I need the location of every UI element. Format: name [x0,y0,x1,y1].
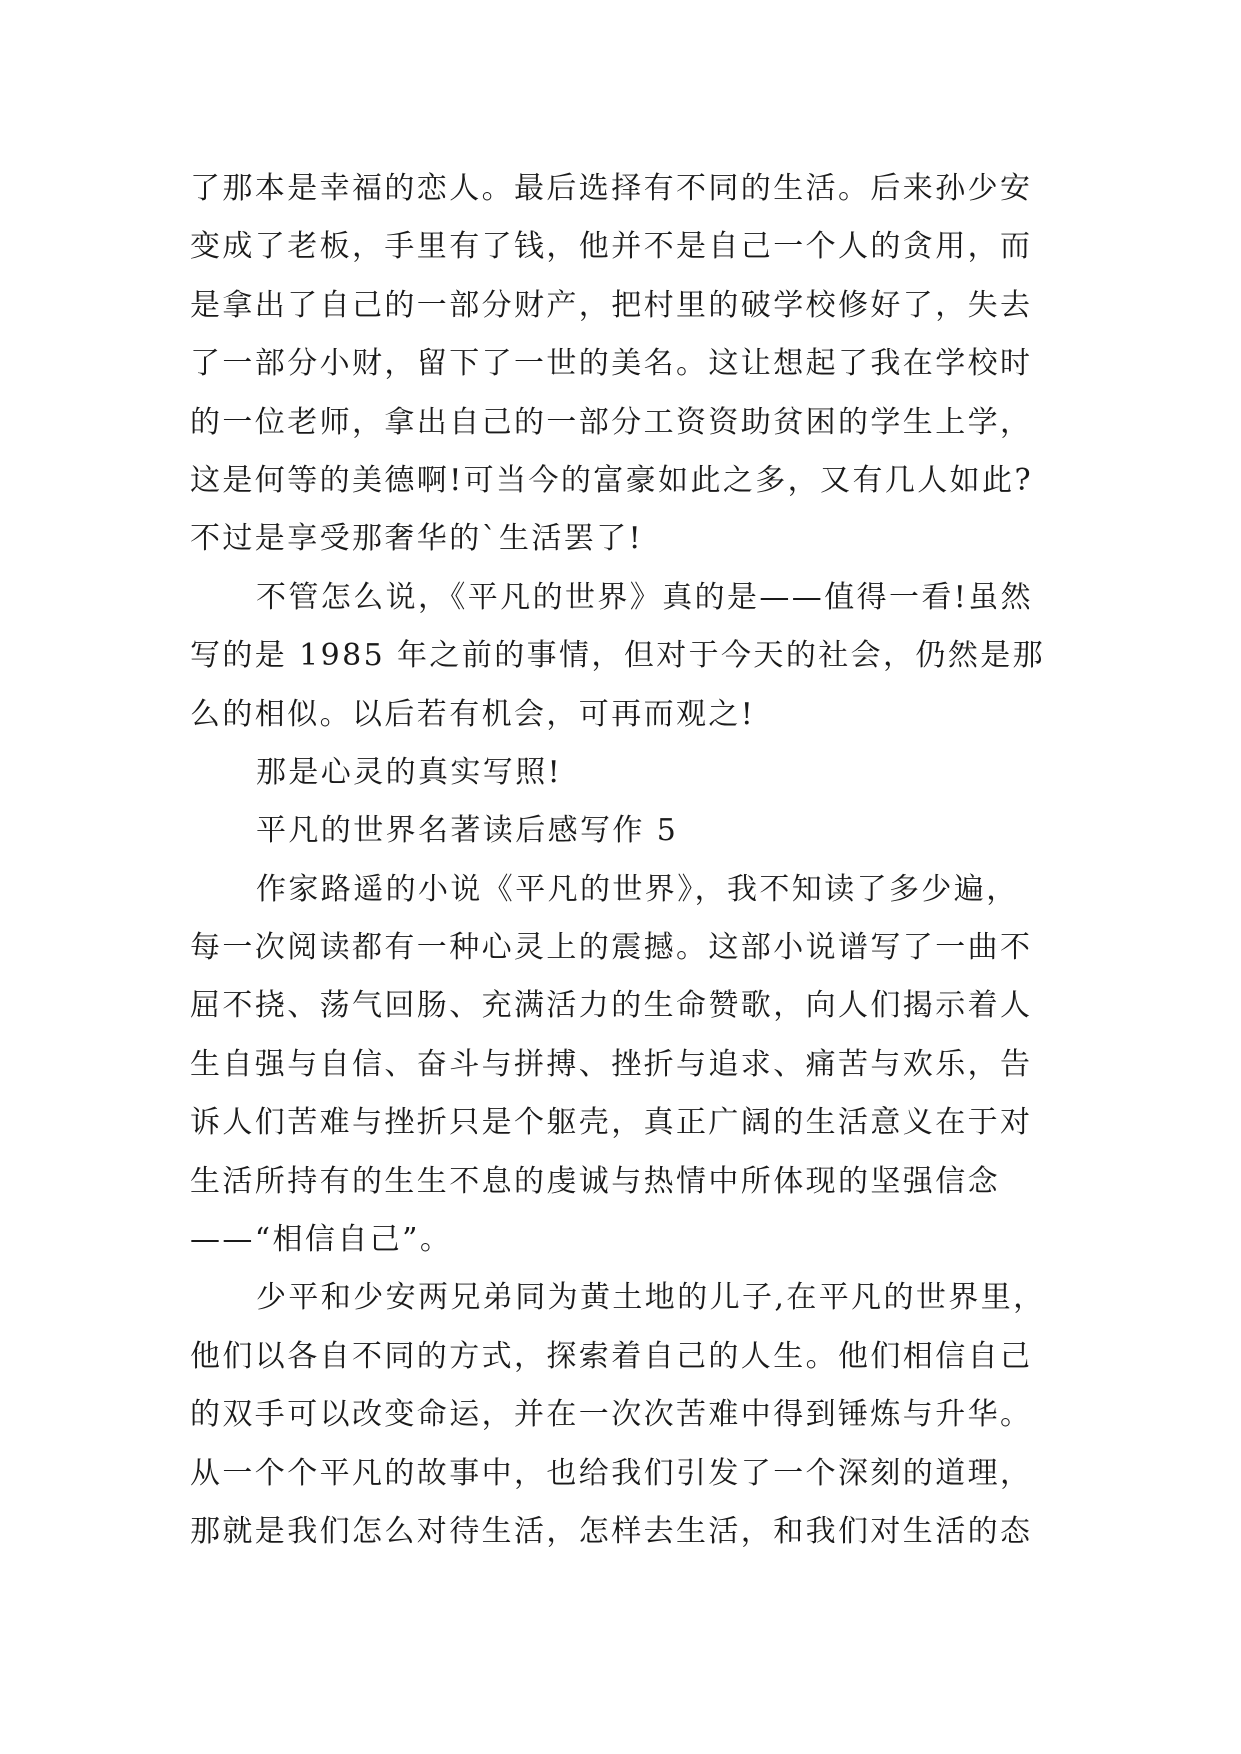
text-line: 生活所持有的生生不息的虔诚与热情中所体现的坚强信念 [190,1163,1000,1199]
text-line: 的一位老师，拿出自己的一部分工资资助贫困的学生上学， [190,404,1033,440]
paragraph-first-line: 少平和少安两兄弟同为黄土地的儿子,在平凡的世界里， [256,1280,1046,1316]
text-line: 不过是享受那奢华的`生活罢了! [190,521,644,557]
document-body [190,160,1070,1561]
text-line: 他们以各自不同的方式，探索着自己的人生。他们相信自己 [190,1338,1033,1374]
text-line: 变成了老板，手里有了钱，他并不是自己一个人的贪用，而 [190,229,1033,265]
text-line: 这是何等的美德啊!可当今的富豪如此之多，又有几人如此? [190,462,1033,498]
text-line: 从一个个平凡的故事中，也给我们引发了一个深刻的道理， [190,1455,1033,1491]
paragraph-first-line: 作家路遥的小说《平凡的世界》，我不知读了多少遍， [256,871,1019,907]
text-line: 写的是 1985 年之前的事情，但对于今天的社会，仍然是那 [190,638,1046,674]
text-line: ——“相信自己”。 [190,1222,453,1258]
text-line: 屈不挠、荡气回肠、充满活力的生命赞歌，向人们揭示着人 [190,988,1033,1024]
text-line: 了一部分小财，留下了一世的美名。这让想起了我在学校时 [190,346,1033,382]
text-line: 诉人们苦难与挫折只是个躯壳，真正广阔的生活意义在于对 [190,1105,1033,1141]
text-line: 了那本是幸福的恋人。最后选择有不同的生活。后来孙少安 [190,171,1033,206]
paragraph-first-line: 那是心灵的真实写照! [256,754,563,790]
text-line: 是拿出了自己的一部分财产，把村里的破学校修好了，失去 [190,287,1033,323]
text-line: 么的相似。以后若有机会，可再而观之! [190,696,756,732]
paragraph-first-line: 不管怎么说，《平凡的世界》真的是——值得一看!虽然 [256,579,1034,615]
text-line: 每一次阅读都有一种心灵上的震撼。这部小说谱写了一曲不 [190,930,1033,966]
text-line: 那就是我们怎么对待生活，怎样去生活，和我们对生活的态 [190,1513,1033,1549]
section-heading: 平凡的世界名著读后感写作 5 [256,813,679,849]
text-line: 生自强与自信、奋斗与拼搏、挫折与追求、痛苦与欢乐，告 [190,1046,1033,1082]
text-line: 的双手可以改变命运，并在一次次苦难中得到锤炼与升华。 [190,1397,1033,1433]
